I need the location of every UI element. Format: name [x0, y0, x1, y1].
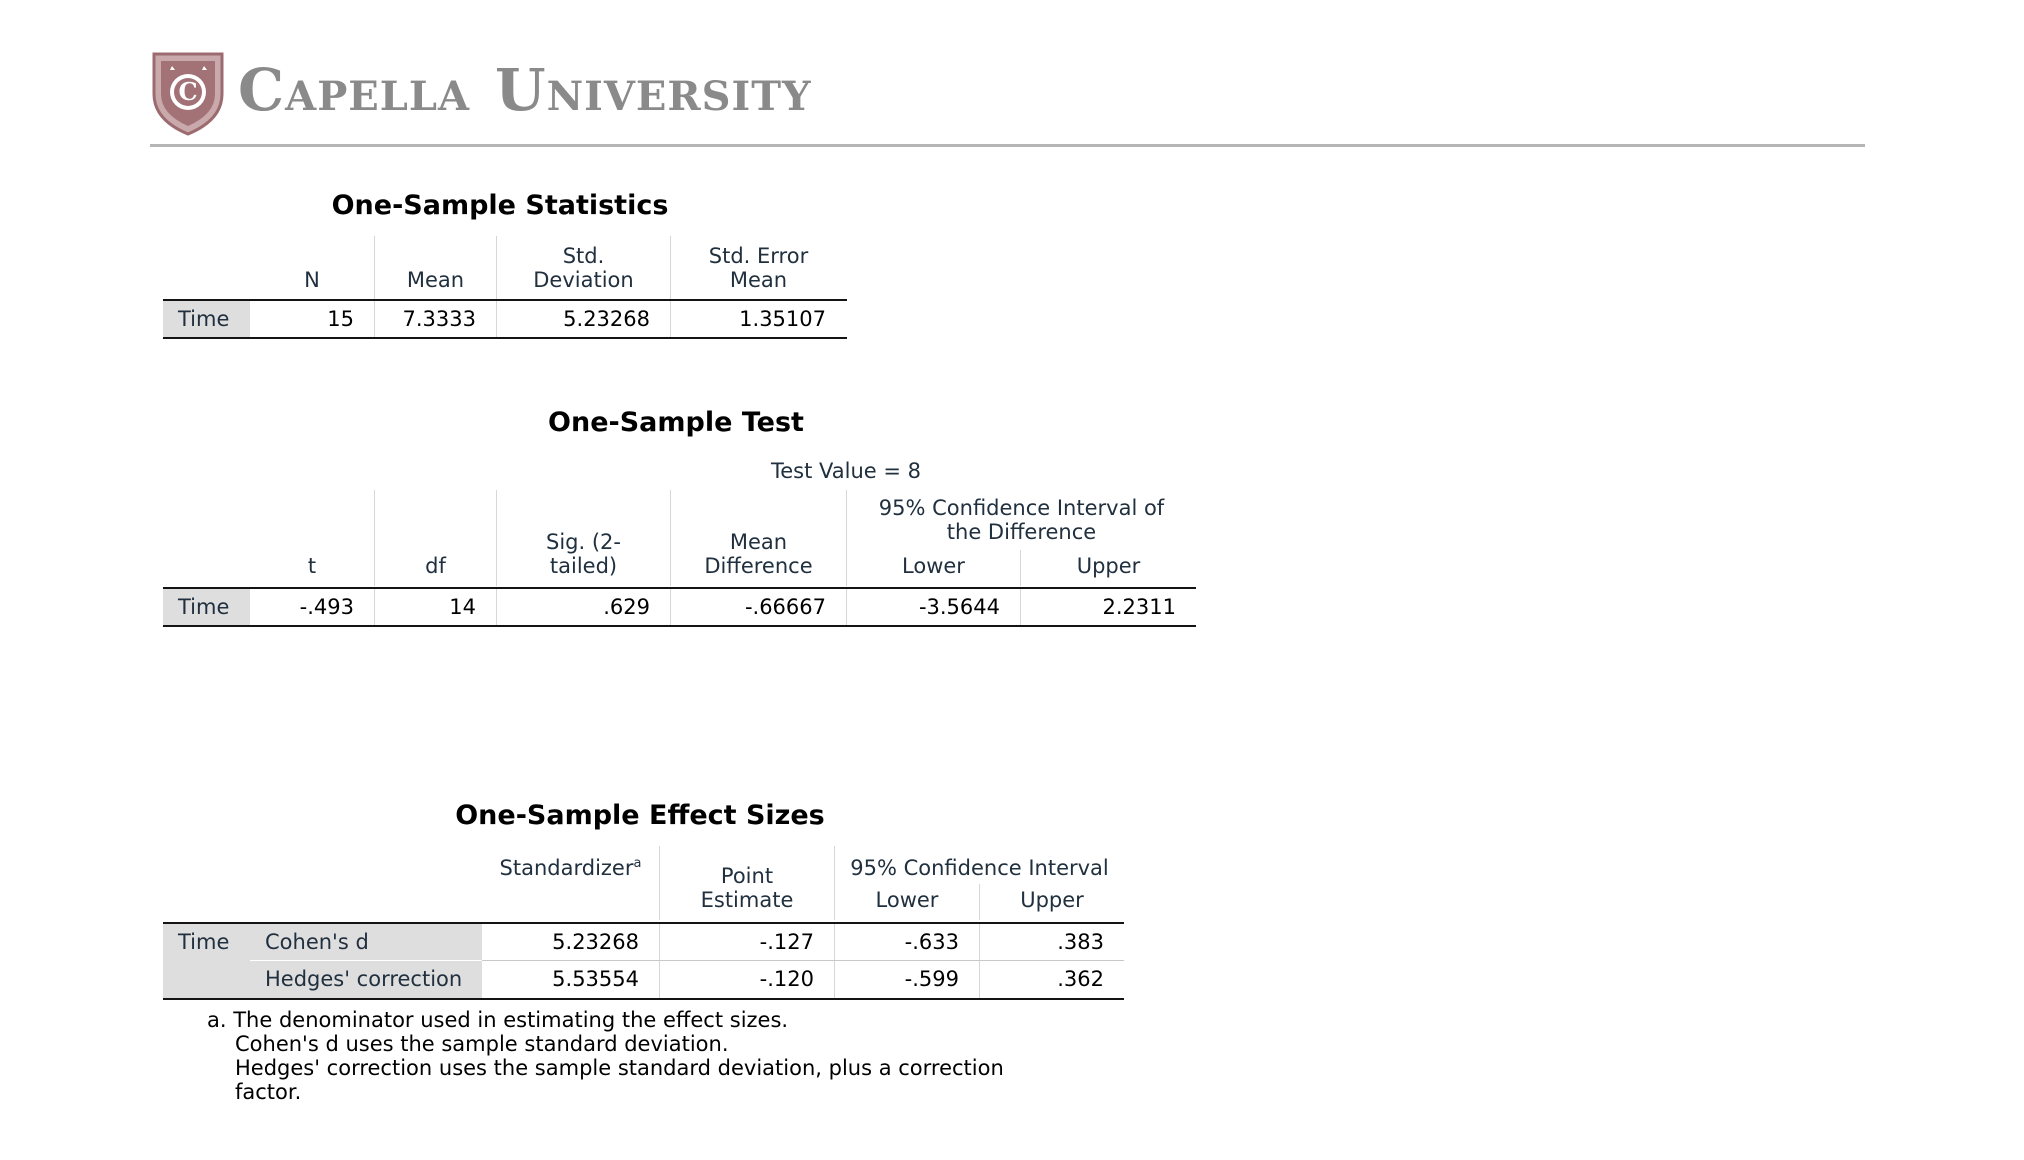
- row-label-time: Time: [163, 301, 250, 337]
- row-label-hedges-correction: Hedges' correction: [250, 961, 482, 998]
- col-t: t: [307, 554, 317, 578]
- effect-sizes-title: One-Sample Effect Sizes: [455, 800, 825, 831]
- value-mean-difference: -.66667: [670, 589, 846, 625]
- col-n: N: [304, 268, 320, 292]
- value-df: 14: [374, 589, 496, 625]
- row-label-cohens-d: Cohen's d: [250, 924, 482, 960]
- shield-letter: C: [178, 77, 198, 106]
- value-sig: .629: [496, 589, 670, 625]
- col-standardizer: Standardizer$^a$: [499, 856, 642, 880]
- value-ci-upper: .383: [979, 924, 1124, 960]
- value-standardizer: 5.53554: [552, 967, 639, 991]
- col-point-estimate: Point Estimate: [659, 846, 834, 920]
- footnote-line-4: factor.: [235, 1080, 302, 1104]
- footnote-line-1: a. The denominator used in estimating the effect sizes.: [207, 1008, 789, 1032]
- footnote-line-3: Hedges' correction uses the sample standard deviation, plus a correction: [235, 1056, 1004, 1080]
- col-std-deviation: Std. Deviation: [496, 236, 670, 300]
- value-ci-upper: 2.2311: [1020, 589, 1196, 625]
- col-df: df: [374, 490, 496, 586]
- value-ci-lower: -3.5644: [846, 589, 1020, 625]
- statistics-title: One-Sample Statistics: [331, 190, 669, 221]
- value-t: -.493: [299, 595, 354, 619]
- value-mean: 7.3333: [374, 301, 496, 337]
- col-effect-confidence-interval: 95% Confidence Interval: [834, 846, 1124, 884]
- value-std-error-mean: 1.35107: [670, 301, 846, 337]
- value-standardizer: 5.23268: [552, 930, 639, 954]
- value-ci-upper: .362: [979, 961, 1124, 998]
- col-confidence-interval: 95% Confidence Interval of the Difference: [846, 490, 1196, 550]
- table-bottom-rule: [163, 998, 1124, 1000]
- col-mean-difference: Mean Difference: [670, 490, 846, 586]
- col-effect-ci-lower: Lower: [834, 884, 979, 920]
- university-wordmark: CAPELLA UNIVERSITY: [238, 56, 812, 124]
- value-ci-lower: -.599: [834, 961, 979, 998]
- value-std-deviation: 5.23268: [496, 301, 670, 337]
- value-n: 15: [327, 307, 354, 331]
- col-mean: Mean: [374, 236, 496, 300]
- test-title: One-Sample Test: [548, 407, 804, 438]
- footnote-line-2: Cohen's d uses the sample standard deviation.: [235, 1032, 729, 1056]
- col-std-error-mean: Std. Error Mean: [670, 236, 846, 300]
- row-label-time: Time: [163, 589, 250, 625]
- row-group-time: Time: [163, 924, 250, 998]
- test-value-label: Test Value = 8: [770, 459, 921, 483]
- col-ci-lower: Lower: [846, 550, 1020, 586]
- col-effect-ci-upper: Upper: [979, 884, 1124, 920]
- value-point-estimate: -.120: [659, 961, 834, 998]
- value-ci-lower: -.633: [834, 924, 979, 960]
- value-point-estimate: -.127: [659, 924, 834, 960]
- col-sig-2-tailed: Sig. (2- tailed): [496, 490, 670, 586]
- col-ci-upper: Upper: [1020, 550, 1196, 586]
